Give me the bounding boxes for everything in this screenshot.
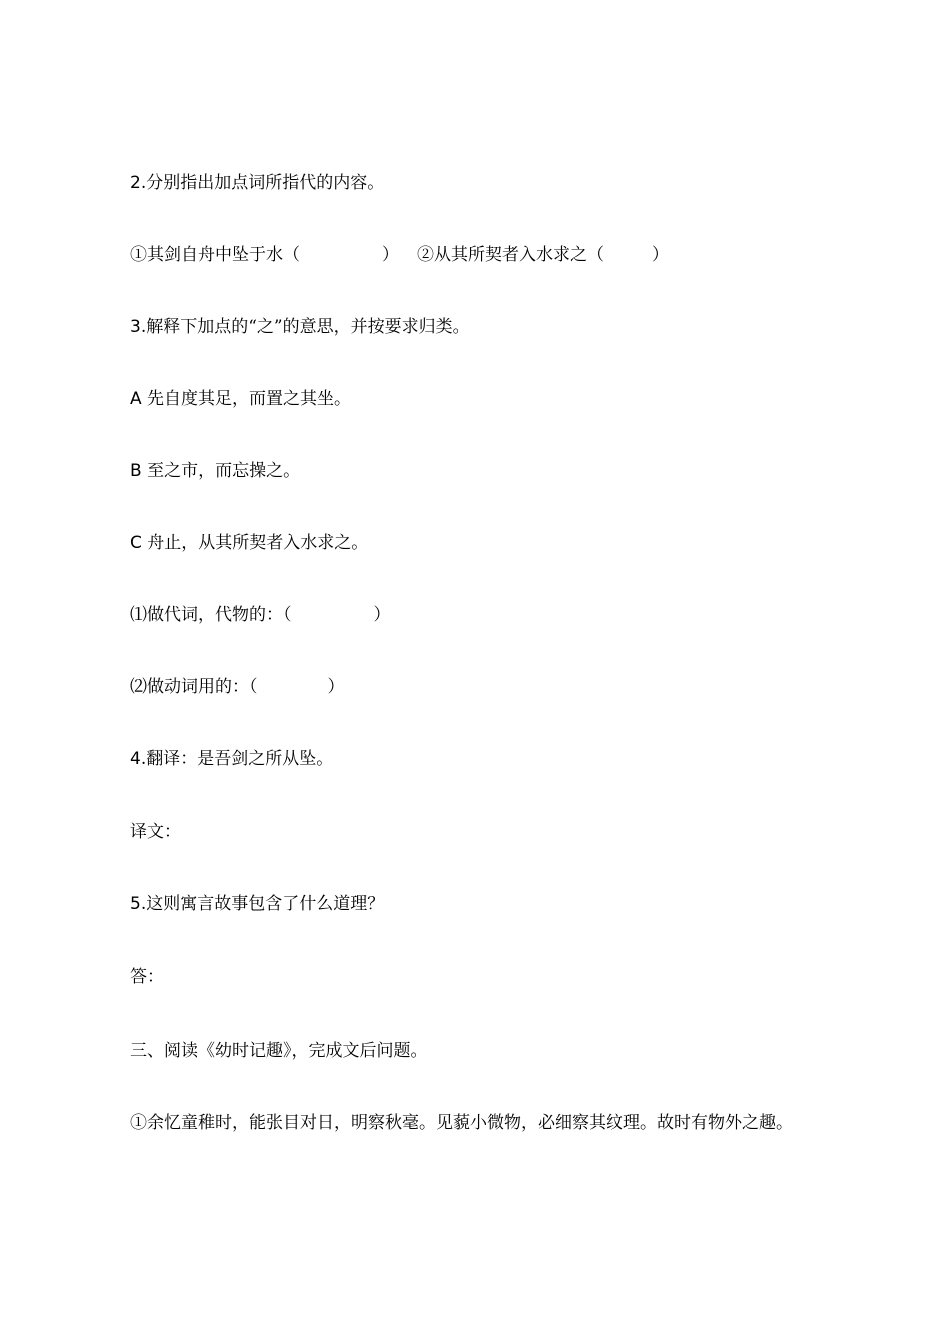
question-4-prompt [130, 742, 830, 776]
option-c [130, 526, 830, 560]
category-2 [130, 670, 830, 704]
item-1-text: ①其剑自舟中坠于水（ [130, 245, 300, 265]
question-2-prompt [130, 166, 830, 200]
option-letter: C [130, 533, 142, 553]
item-1-close: ） [382, 245, 399, 265]
question-number: 3 [130, 317, 141, 337]
question-number: 4 [130, 749, 141, 769]
option-letter: B [130, 461, 142, 481]
option-text: 至之市，而忘操之。 [147, 461, 301, 481]
option-text: 先自度其足，而置之其坐。 [147, 389, 352, 409]
option-letter: A [130, 389, 142, 409]
category-text: ⑵做动词用的：（ [130, 677, 258, 697]
question-text: .翻译：是吾剑之所从坠。 [140, 749, 334, 769]
option-a [130, 382, 830, 416]
question-text: .解释下加点的“之”的意思，并按要求归类。 [140, 317, 470, 337]
question-text: .这则寓言故事包含了什么道理？ [140, 894, 385, 914]
option-text: 舟止，从其所契者入水求之。 [147, 533, 369, 553]
question-text: .分别指出加点词所指代的内容。 [140, 173, 385, 193]
question-3-prompt [130, 310, 830, 344]
category-close: ） [373, 605, 391, 625]
item-2-close: ） [652, 245, 669, 265]
section-3-heading: 三、阅读《幼时记趣》，完成文后问题。 [130, 1041, 428, 1061]
question-4-answer-label: 译文： [130, 822, 181, 842]
category-close: ） [327, 677, 345, 697]
option-b [130, 454, 830, 488]
item-2-text: ②从其所契者入水求之（ [417, 245, 604, 265]
question-2-items [130, 238, 830, 272]
question-number: 2 [130, 173, 141, 193]
category-1 [130, 598, 830, 632]
question-5-prompt [130, 887, 830, 921]
question-5-answer-label: 答： [130, 967, 164, 987]
category-text: ⑴做代词，代物的：（ [130, 605, 292, 625]
passage-paragraph-1: ①余忆童稚时，能张目对日，明察秋毫。见藐小微物，必细察其纹理。故时有物外之趣。 [130, 1113, 793, 1133]
question-number: 5 [130, 894, 141, 914]
